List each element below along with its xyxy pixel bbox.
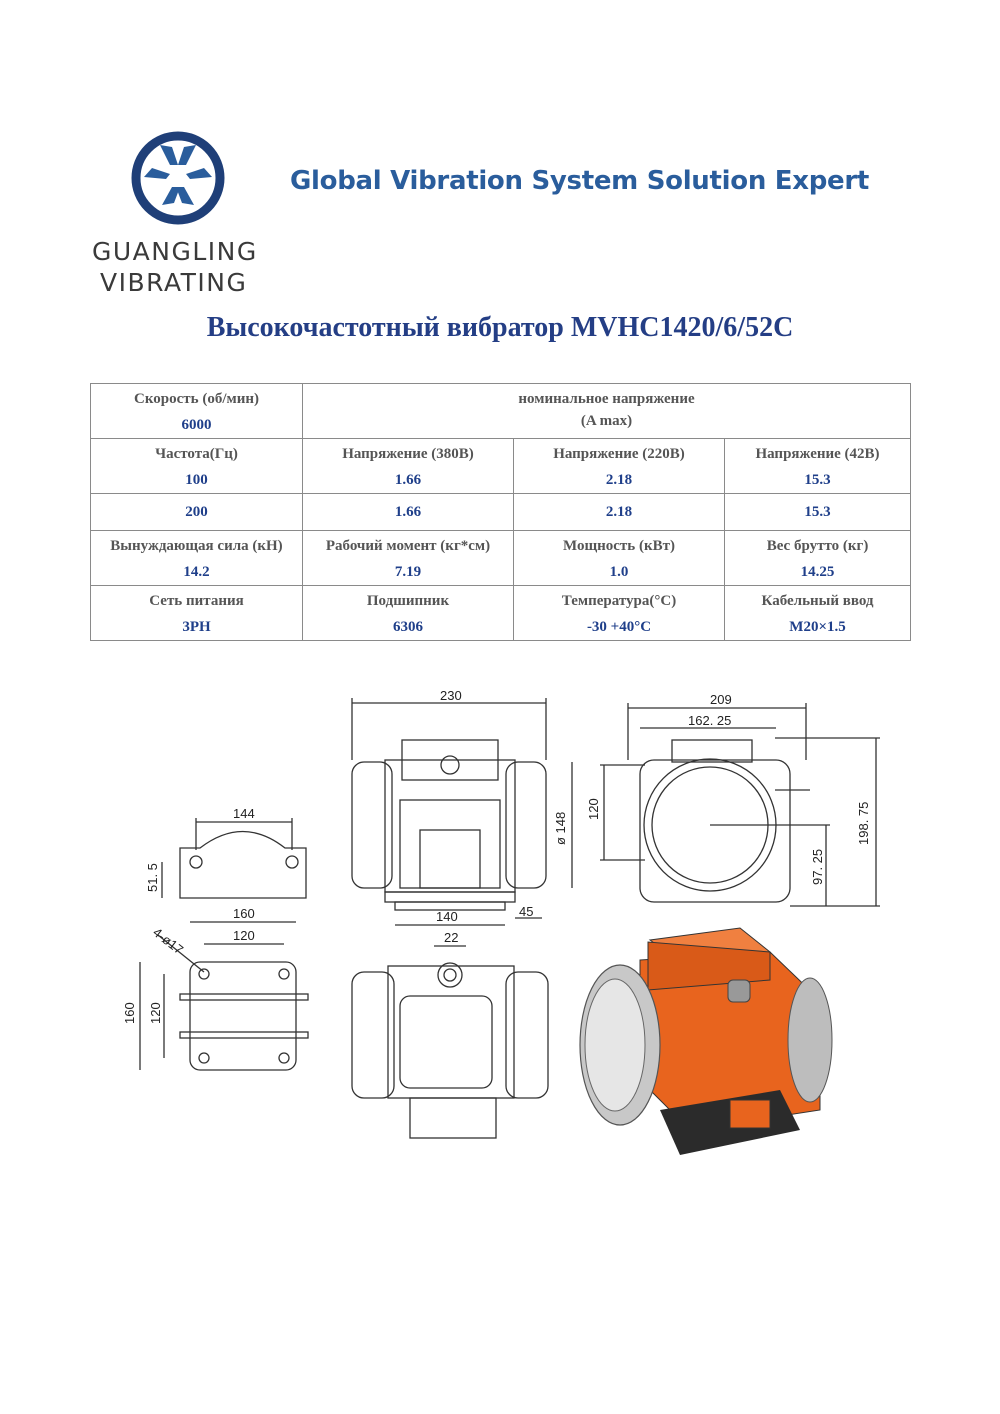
cell-value: 6000 [181, 417, 212, 433]
dim-label: 4-ø17 [150, 924, 187, 958]
logo-line2: VIBRATING [100, 268, 248, 297]
table-cell [303, 586, 514, 641]
dim-label: 97. 25 [810, 848, 825, 885]
cell-value: -30 +40°C [586, 619, 652, 635]
spec-table [90, 383, 911, 641]
cell-label: Температура(°C) [561, 593, 677, 609]
cell-value: 2.18 [605, 472, 633, 488]
cell-label: Напряжение (42В) [755, 446, 880, 462]
cell-label: Скорость (об/мин) [134, 391, 259, 407]
cell-label: Кабельный ввод [761, 593, 874, 609]
top-view [352, 946, 548, 1138]
table-row [91, 439, 911, 494]
table-row [91, 586, 911, 641]
cell-value: 2.18 [605, 504, 633, 520]
dim-label: 51. 5 [145, 863, 160, 892]
cell-label: номинальное напряжение [518, 391, 695, 407]
cell-value: 6306 [393, 619, 423, 635]
table-row [91, 531, 911, 586]
tagline: Global Vibration System Solution Expert [290, 166, 870, 196]
cell-label: Мощность (кВт) [563, 538, 675, 554]
table-cell [514, 531, 725, 586]
dim-label: 120 [148, 1002, 163, 1024]
cell-label: Частота(Гц) [155, 446, 238, 462]
table-cell [514, 494, 725, 531]
table-cell [725, 439, 911, 494]
cell-label: Сеть питания [149, 593, 244, 609]
cell-value: 15.3 [804, 472, 831, 488]
cell-sublabel: (A max) [580, 413, 633, 429]
dim-label: 120 [586, 798, 601, 820]
logo-line1: GUANGLING [92, 237, 258, 266]
cell-value: 14.25 [800, 564, 835, 580]
cell-value: M20×1.5 [789, 619, 846, 635]
cell-value: 3PH [182, 619, 211, 635]
table-cell [303, 439, 514, 494]
cell-value: 14.2 [183, 564, 210, 580]
technical-drawing [0, 680, 1000, 1180]
table-cell [725, 494, 911, 531]
dim-label: 120 [233, 928, 255, 943]
cell-value: 100 [185, 472, 208, 488]
cell-label: Вес брутто (кг) [766, 538, 869, 554]
logo-wordmark [92, 236, 258, 298]
cell-value: 1.66 [394, 504, 422, 520]
table-cell [91, 494, 303, 531]
table-cell [725, 531, 911, 586]
cell-value: 1.66 [394, 472, 422, 488]
dim-label: 162. 25 [688, 713, 732, 728]
motor-render [580, 928, 832, 1155]
table-cell [91, 586, 303, 641]
dim-label: 198. 75 [856, 801, 871, 845]
dim-label: ø 148 [553, 811, 568, 845]
cell-value: 200 [185, 504, 208, 520]
dim-label: 144 [233, 806, 255, 821]
table-cell [91, 531, 303, 586]
dim-label: 230 [440, 688, 462, 703]
table-row [91, 494, 911, 531]
table-cell [303, 494, 514, 531]
cell-label: Подшипник [366, 593, 450, 609]
table-cell [91, 384, 303, 439]
page-title: Высокочастотный вибратор MVHC1420/6/52C [206, 312, 794, 343]
dim-label: 140 [436, 909, 458, 924]
cell-label: Напряжение (380В) [342, 446, 474, 462]
cell-label: Вынуждающая сила (кН) [110, 538, 283, 554]
table-cell [514, 439, 725, 494]
dim-label: 45 [519, 904, 534, 919]
table-cell [91, 439, 303, 494]
side-view [600, 703, 880, 906]
table-cell [303, 531, 514, 586]
dim-label: 22 [444, 930, 459, 945]
foot-profile [162, 818, 306, 898]
table-cell [303, 384, 911, 439]
table-row [91, 384, 911, 439]
cell-value: 7.19 [394, 564, 422, 580]
cell-value: 1.0 [609, 564, 629, 580]
dim-label: 160 [233, 906, 255, 921]
front-view [352, 698, 572, 925]
dim-label: 160 [122, 1002, 137, 1024]
cell-label: Рабочий момент (кг*см) [325, 538, 491, 554]
dim-label: 209 [710, 692, 732, 707]
table-cell [514, 586, 725, 641]
cell-label: Напряжение (220В) [553, 446, 685, 462]
table-cell [725, 586, 911, 641]
cell-value: 15.3 [804, 504, 831, 520]
